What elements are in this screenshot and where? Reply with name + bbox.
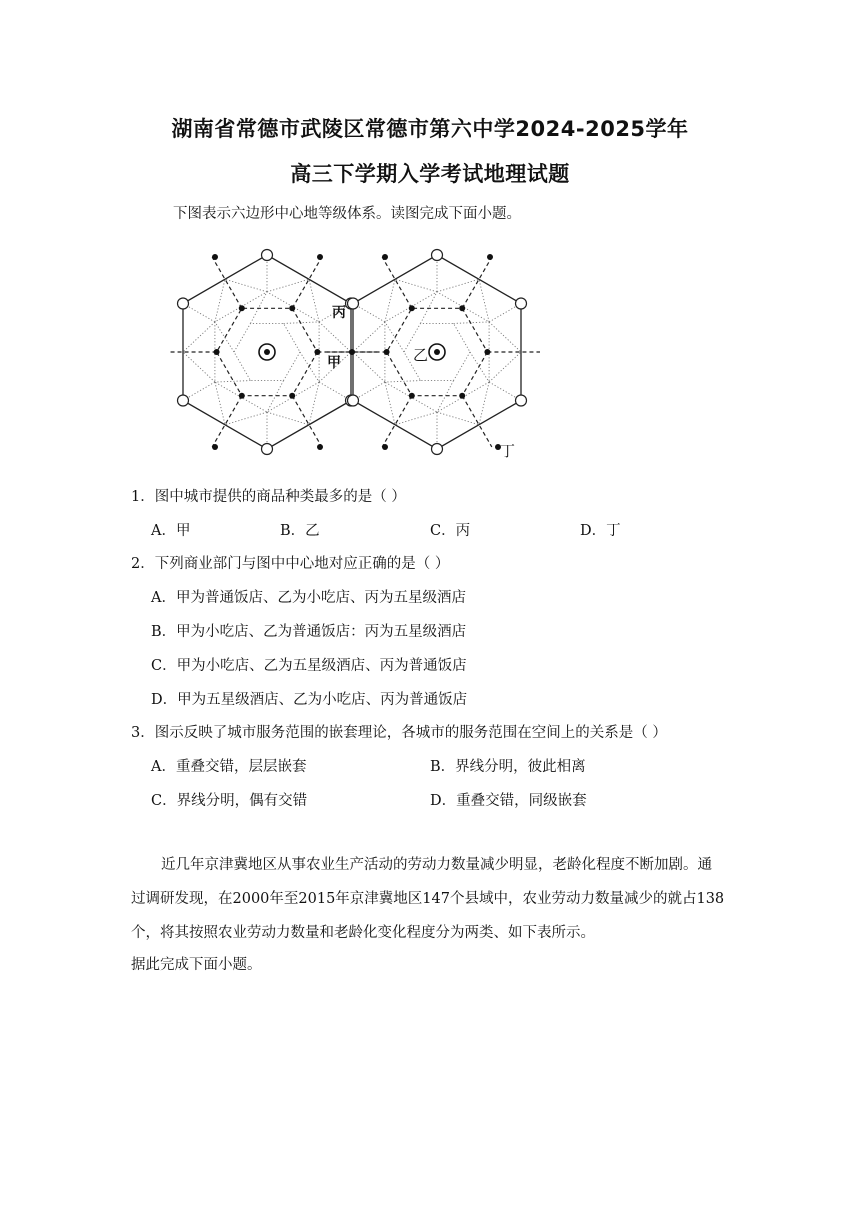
hexagon-central-place-diagram xyxy=(170,242,540,464)
dotted-mid-link-1-2 xyxy=(353,352,385,382)
dashed-spoke-0-1 xyxy=(292,396,322,447)
terminal-dot-0 xyxy=(212,254,218,260)
dashed-spoke-1-2 xyxy=(382,396,412,447)
page-title-line2: 高三下学期入学考试地理试题 xyxy=(290,162,570,186)
dotted-mid-link-b-1-1 xyxy=(385,382,395,425)
open-circle-1-0 xyxy=(516,395,527,406)
open-circle-0-1 xyxy=(262,444,273,455)
open-circle-1-2 xyxy=(348,395,359,406)
question-3-option-c: C．界线分明，偶有交错 xyxy=(151,793,308,809)
dashed-spoke-0-4 xyxy=(212,257,242,308)
open-circle-1-3 xyxy=(348,298,359,309)
question-2-stem: 2．下列商业部门与图中中心地对应正确的是（ ） xyxy=(131,556,450,572)
terminal-dot-5 xyxy=(317,444,323,450)
question-1-stem: 1．图中城市提供的商品种类最多的是（ ） xyxy=(131,489,406,505)
question-2-option-a: A．甲为普通饭店、乙为小吃店、丙为五星级酒店 xyxy=(151,590,466,606)
dotted-mid-link-0-0 xyxy=(309,382,319,425)
intro-text: 下图表示六边形中心地等级体系。读图完成下面小题。 xyxy=(173,206,521,222)
dotted-spoke-0-3 xyxy=(215,322,234,352)
terminal-dot-1 xyxy=(317,254,323,260)
question-3-option-b: B．界线分明，彼此相离 xyxy=(430,759,586,775)
dot-0-1 xyxy=(289,393,295,399)
dotted-mid-link-b-0-4 xyxy=(309,279,319,322)
dashed-spoke-0-5 xyxy=(292,257,322,308)
dashed-spoke-0-2 xyxy=(212,396,242,447)
passage-line-3: 个，将其按照农业劳动力数量和老龄化变化程度分为两类、如下表所示。 xyxy=(131,925,595,941)
center-dot-1 xyxy=(434,349,440,355)
question-2-option-b: B．甲为小吃店、乙为普通饭店：丙为五星级酒店 xyxy=(151,624,467,640)
page-title-line1: 湖南省常德市武陵区常德市第六中学2024-2025学年 xyxy=(171,117,689,141)
open-circle-0-4 xyxy=(262,250,273,261)
center-dot-0 xyxy=(264,349,270,355)
passage-line-1: 近几年京津冀地区从事农业生产活动的劳动力数量减少明显，老龄化程度不断加剧。通 xyxy=(161,857,712,873)
open-circle-1-4 xyxy=(432,250,443,261)
dotted-mid-link-b-0-2 xyxy=(183,322,215,352)
dashed-spoke-1-4 xyxy=(382,257,412,308)
dotted-mid-link-b-0-1 xyxy=(215,382,225,425)
dot-1-4 xyxy=(409,305,415,311)
question-1-option-a: A．甲 xyxy=(151,523,191,539)
terminal-dot-2 xyxy=(382,254,388,260)
dot-0-0 xyxy=(314,349,320,355)
dotted-mid-link-1-0 xyxy=(479,382,489,425)
dot-0-2 xyxy=(239,393,245,399)
open-circle-1-1 xyxy=(432,444,443,455)
dashed-spoke-1-5 xyxy=(462,257,492,308)
dotted-mid-link-0-5 xyxy=(319,322,351,352)
open-circle-0-2 xyxy=(178,395,189,406)
open-circle-0-3 xyxy=(178,298,189,309)
question-2-option-c: C．甲为小吃店、乙为五星级酒店、丙为普通饭店 xyxy=(151,658,467,674)
dotted-mid-link-b-1-5 xyxy=(489,352,521,382)
dot-1-0 xyxy=(484,349,490,355)
dot-1-5 xyxy=(459,305,465,311)
dot-1-2 xyxy=(409,393,415,399)
question-1-option-c: C．丙 xyxy=(430,523,471,539)
dashed-spoke-1-1 xyxy=(462,396,492,447)
question-3-option-a: A．重叠交错，层层嵌套 xyxy=(151,759,307,775)
dotted-spoke-1-2 xyxy=(385,381,421,383)
terminal-dot-6 xyxy=(382,444,388,450)
dotted-mid-link-1-3 xyxy=(385,279,395,322)
dotted-spoke-1-1 xyxy=(437,381,453,413)
question-2-option-d: D．甲为五星级酒店、乙为小吃店、丙为普通饭店 xyxy=(151,692,468,708)
open-circle-1-5 xyxy=(516,298,527,309)
dot-0-3 xyxy=(214,349,220,355)
dotted-spoke-0-1 xyxy=(267,381,283,413)
passage-line-4: 据此完成下面小题。 xyxy=(131,957,262,973)
terminal-dot-4 xyxy=(212,444,218,450)
dotted-mid-link-0-3 xyxy=(215,279,225,322)
label-jia: 甲 xyxy=(327,355,341,371)
dotted-spoke-0-2 xyxy=(215,381,251,383)
question-3-stem: 3．图示反映了城市服务范围的嵌套理论，各城市的服务范围在空间上的关系是（ ） xyxy=(131,725,667,741)
dotted-mid-link-b-1-4 xyxy=(479,279,489,322)
dotted-spoke-1-3 xyxy=(385,322,404,352)
question-3-option-d: D．重叠交错，同级嵌套 xyxy=(430,793,587,809)
label-ding: 丁 xyxy=(500,442,516,460)
dotted-mid-link-b-1-2 xyxy=(353,322,385,352)
question-1-option-d: D．丁 xyxy=(580,523,621,539)
passage-line-2: 过调研发现，在2000年至2015年京津冀地区147个县域中，农业劳动力数量减少的就占138 xyxy=(131,891,725,907)
dot-1-3 xyxy=(384,349,390,355)
shared-dot xyxy=(349,349,355,355)
dotted-mid-link-1-5 xyxy=(489,322,521,352)
question-1-option-b: B．乙 xyxy=(280,523,320,539)
dotted-mid-link-0-2 xyxy=(183,352,215,382)
dot-1-1 xyxy=(459,393,465,399)
dot-0-5 xyxy=(289,305,295,311)
label-bing: 丙 xyxy=(332,305,346,321)
label-yi: 乙 xyxy=(413,346,429,364)
dot-0-4 xyxy=(239,305,245,311)
terminal-dot-3 xyxy=(487,254,493,260)
